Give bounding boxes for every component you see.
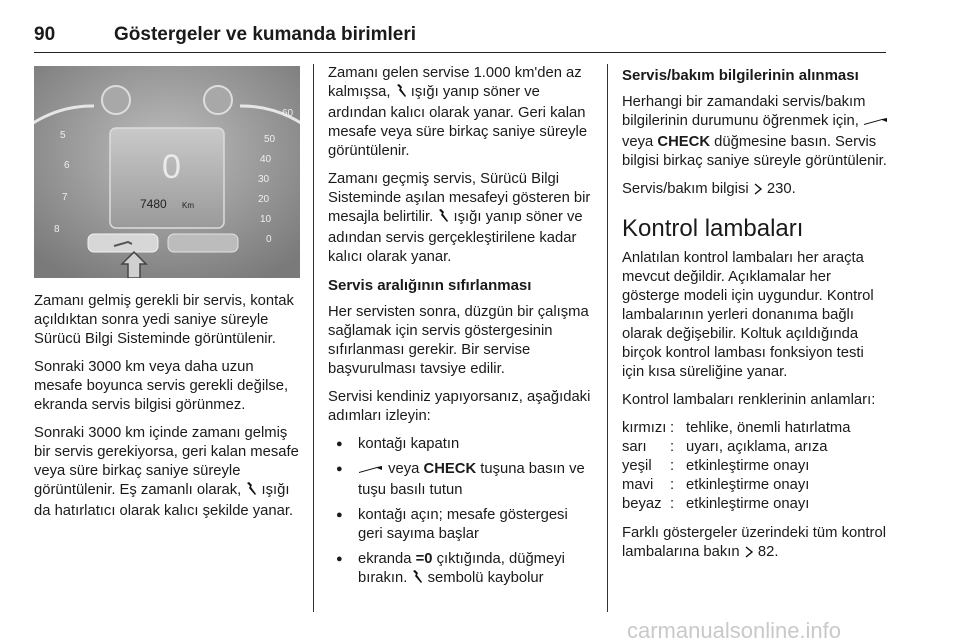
column-divider	[607, 64, 608, 612]
svg-text:20: 20	[258, 194, 270, 205]
separator: :	[670, 420, 675, 436]
page-reference-icon	[744, 545, 754, 564]
list-item-text: ekranda	[358, 551, 412, 567]
section-title: Kontrol lambaları	[622, 215, 804, 242]
service-wrench-icon	[437, 209, 449, 229]
column-1	[34, 292, 300, 530]
paragraph-text: ışığı da hatırlatıcı olarak kalıcı şekilde yanar.	[34, 482, 294, 519]
paragraph: Kontrol lambaları renklerinin anlamları:	[622, 392, 876, 408]
paragraph	[622, 180, 890, 201]
paragraph	[328, 170, 594, 267]
table-row	[622, 438, 890, 457]
svg-text:5: 5	[60, 130, 66, 141]
paragraph-text: veya	[622, 134, 654, 150]
list-item	[328, 435, 594, 454]
paragraph-text: Sonraki 3000 km içinde zamanı gelmiş bir servis gerekiyorsa, geri kalan mesafe veya süre birkaç saniye süreyle görüntülenir. Eş zamanlı olarak,	[34, 425, 299, 498]
page-reference[interactable]: 82.	[757, 544, 779, 560]
color-name: kırmızı	[622, 420, 667, 436]
svg-text:10: 10	[260, 214, 272, 225]
separator: :	[670, 496, 675, 512]
column-2	[328, 64, 594, 599]
service-wrench-icon	[245, 482, 257, 502]
svg-text:6: 6	[64, 160, 70, 171]
set-button-icon	[863, 114, 889, 133]
table-row	[622, 476, 890, 495]
section-heading: Servis aralığının sıfırlanması	[328, 277, 532, 294]
paragraph-text: düğmesine basın. Servis bilgisi birkaç saniye süreyle görüntülenir.	[622, 134, 887, 169]
svg-text:0: 0	[266, 234, 272, 245]
paragraph: Servisi kendiniz yapıyorsanız, aşağıdaki adımları izleyin:	[328, 389, 591, 424]
svg-text:8: 8	[54, 224, 60, 235]
zero-value: =0	[415, 551, 433, 567]
separator: :	[670, 477, 675, 493]
watermark: carmanualsonline.info	[627, 618, 842, 643]
paragraph-text: Farklı göstergeler üzerindeki tüm kontrol lambalarına bakın	[622, 525, 886, 560]
service-wrench-icon	[395, 84, 407, 104]
odometer-unit: Km	[182, 201, 194, 210]
paragraph-text: Zamanı geçmiş servis, Sürücü Bilgi Sisteminde aşılan mesafeyi gösteren bir mesajla belirtilir.	[328, 171, 591, 225]
color-name: sarı	[622, 439, 647, 455]
svg-text:60: 60	[282, 108, 294, 119]
svg-text:30: 30	[258, 174, 270, 185]
color-meaning: etkinleştirme onayı	[686, 496, 810, 512]
color-name: yeşil	[622, 458, 652, 474]
color-meaning: etkinleştirme onayı	[686, 477, 810, 493]
paragraph: Sonraki 3000 km veya daha uzun mesafe boyunca servis gerekli değilse, ekranda servis bilgisi görünmez.	[34, 359, 289, 413]
page-reference[interactable]: 230.	[766, 181, 796, 197]
paragraph	[34, 424, 300, 521]
table-row	[622, 419, 890, 438]
paragraph-text: ışığı yanıp söner ve ardından kalıcı olarak yanar. Geri kalan mesafe veya süre birkaç saniye süreyle görüntülenir.	[328, 84, 588, 159]
paragraph-text: ışığı yanıp söner ve adından servis gerçekleştirilene kadar kalıcı olarak yanar.	[328, 209, 583, 265]
color-meaning: etkinleştirme onayı	[686, 458, 810, 474]
odometer-value: 7480	[140, 197, 167, 211]
page-title: Göstergeler ve kumanda birimleri	[114, 24, 417, 45]
paragraph	[622, 93, 890, 171]
paragraph-text: Herhangi bir zamandaki servis/bakım bilgilerinin durumunu öğrenmek için,	[622, 94, 866, 129]
svg-text:7: 7	[62, 192, 68, 203]
list-item	[328, 460, 594, 500]
list-item	[328, 550, 594, 590]
service-wrench-icon	[411, 570, 423, 590]
instrument-cluster-image	[34, 66, 300, 278]
paragraph	[622, 524, 890, 564]
check-label: CHECK	[657, 134, 711, 150]
page-header	[34, 22, 886, 53]
list-item-text: kontağı açın; mesafe göstergesi geri sayıma başlar	[358, 507, 568, 542]
color-meaning-table	[622, 419, 890, 514]
column-3	[622, 64, 890, 573]
page-number: 90	[34, 24, 56, 45]
paragraph: Zamanı gelmiş gerekli bir servis, kontak açıldıktan sonra yedi saniye süreyle Sürücü Bilgi Sisteminde görüntülenir.	[34, 293, 294, 347]
color-name: mavi	[622, 477, 654, 493]
paragraph	[328, 64, 594, 161]
page-reference-icon	[753, 182, 763, 201]
svg-text:40: 40	[260, 154, 272, 165]
table-row	[622, 457, 890, 476]
svg-text:50: 50	[264, 134, 276, 145]
section-heading: Servis/bakım bilgilerinin alınması	[622, 67, 859, 84]
color-name: beyaz	[622, 496, 662, 512]
paragraph: Anlatılan kontrol lambaları her araçta mevcut değildir. Açıklamalar her gösterge modeli için uygundur. Kontrol lambalarının yerleri donanıma bağlı olarak değişebilir. Koltuk açıldığında birçok kontrol lambası fonksiyon testi için kısa süreliğine yanar.	[622, 250, 874, 380]
separator: :	[670, 458, 675, 474]
service-display-value: 0	[162, 148, 181, 186]
color-meaning: uyarı, açıklama, arıza	[686, 439, 828, 455]
list-item-text: sembolü kaybolur	[427, 570, 544, 586]
set-button-icon	[358, 462, 384, 481]
color-meaning: tehlike, önemli hatırlatma	[686, 420, 851, 436]
list-item-text: çıktığında, düğmeyi bırakın.	[358, 551, 565, 586]
list-item-text: veya	[388, 461, 420, 477]
column-divider	[313, 64, 314, 612]
paragraph-text: Zamanı gelen servise 1.000 km'den az kalmışsa,	[328, 65, 582, 100]
paragraph-text: Servis/bakım bilgisi	[622, 181, 749, 197]
separator: :	[670, 439, 675, 455]
list-item-text: kontağı kapatın	[358, 436, 460, 452]
paragraph: Her servisten sonra, düzgün bir çalışma sağlamak için servis göstergesinin sıfırlanması gerekir. Bir servise başvurulması tavsiye edilir.	[328, 304, 589, 377]
list-item-text: tuşuna basın ve tuşu basılı tutun	[358, 461, 585, 498]
steps-list	[328, 435, 594, 590]
check-label: CHECK	[423, 461, 477, 477]
table-row	[622, 495, 890, 514]
list-item	[328, 506, 594, 544]
